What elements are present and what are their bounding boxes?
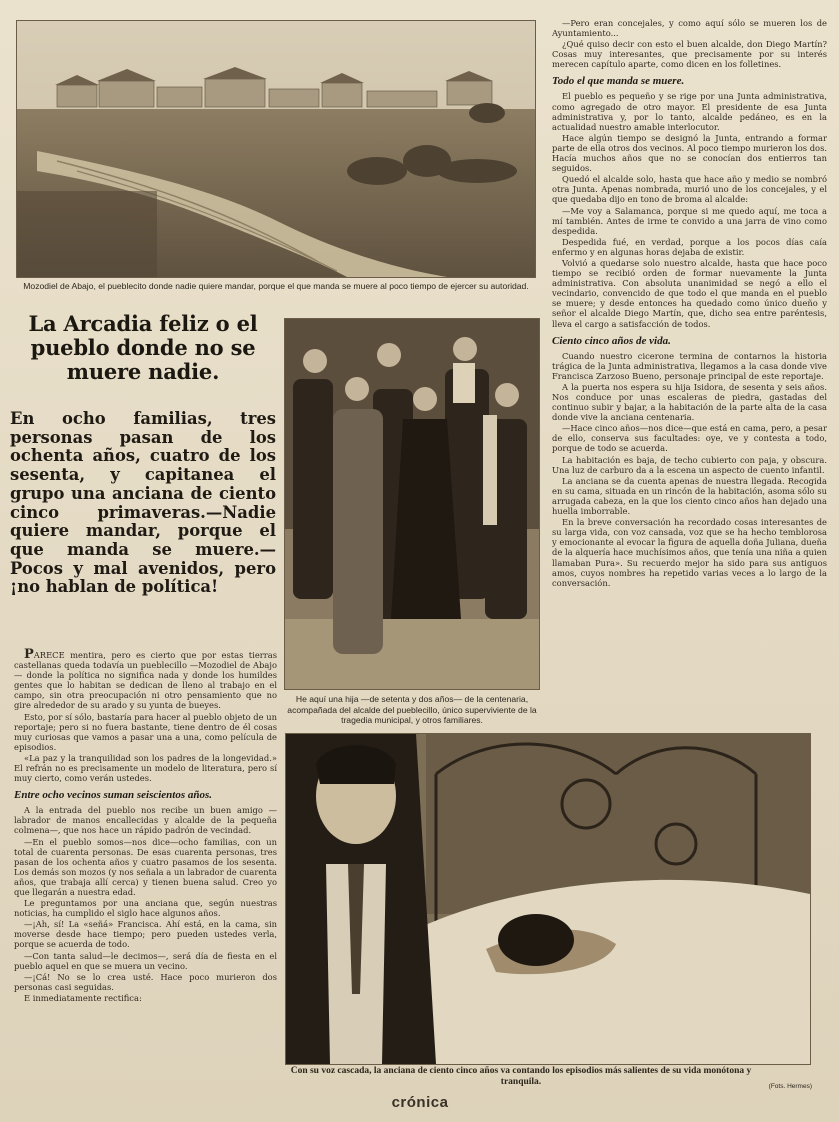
village-landscape-photo: [16, 20, 536, 278]
right-paragraph-1: —Pero eran concejales, y como aquí sólo se mueren los de Ayuntamiento...: [552, 18, 827, 39]
right-paragraph-5: Quedó el alcalde solo, hasta que hace año y medio se nombró otra Junta. Apenas nombrada, murió uno de los concejales, y el que quedaba dijo en tono de broma al alcalde:: [552, 174, 827, 205]
right-paragraph-4: Hace algún tiempo se designó la Junta, entrando a formar parte de ella otros dos vecinos. Al poco tiempo murieron los dos. Hacía muchos años que no se conocían dos entierros tan seguidos.: [552, 132, 827, 174]
centenarian-bed-photo: [285, 733, 811, 1065]
left-paragraph-3: «La paz y la tranquilidad son los padres de la longevidad.» El refrán no es precisamente un modelo de literatura, pero sí muy cierto, como verán ustedes.: [14, 752, 277, 784]
right-paragraph-11: —Hace cinco años—nos dice—que está en cama, pero, a pesar de ello, conserva sus facultades: oye, ve y contesta a todo, porque de todo se acuerda.: [552, 423, 827, 454]
left-paragraph-10: E inmediatamente rectifica:: [24, 992, 142, 1003]
photo-credit: (Fots. Hermes): [768, 1083, 812, 1090]
left-paragraph-5: —En el pueblo somos—nos dice—ocho familias, con un total de cuarenta personas. De esas cuarenta personas, tres pasan de los ochenta años y cuatro pasamos de los sesenta. Los demás son mozos (y nos señala a un labrador de cuarenta años, que trabaja allí cerca) y tienen buena salud. Creo yo que llegarán a nuestra edad.: [14, 836, 277, 897]
right-paragraph-9: Cuando nuestro cicerone termina de contarnos la historia trágica de la Junta administrativa, llegamos a la casa donde vive Francisca Zarzoso Bueno, personaje principal de este reportaje.: [552, 350, 827, 381]
left-column-text: [14, 647, 277, 1004]
family-group-photo: [284, 318, 540, 690]
right-paragraph-7: Despedida fué, en verdad, porque a los pocos días caía enfermo y en algunas horas dejaba de existir.: [552, 236, 827, 257]
right-paragraph-6: —Me voy a Salamanca, porque si me quedo aquí, me toca a mí también. Antes de irme te convido a una jarra de vino como despedida.: [552, 205, 827, 236]
drop-cap: P: [24, 647, 34, 662]
group-illustration: [285, 319, 539, 689]
right-paragraph-3: El pueblo es pequeño y se rige por una Junta administrativa, como agregado de otro mayor. El presidente de esa Junta administrativa y, por lo tanto, alcalde pedáneo, es en la actualidad nuestro amable interlocutor.: [552, 91, 827, 132]
left-paragraph-9: —¡Cá! No se lo crea usté. Hace poco murieron dos personas casi seguidas.: [14, 971, 277, 992]
bed-illustration: [286, 734, 810, 1064]
left-paragraph-2: Esto, por sí sólo, bastaría para hacer al pueblo objeto de un reportaje; pero si no fuera bastante, tiene dentro de él cosas muy curiosas que vamos a pasar una a una, como película de episodios.: [14, 711, 277, 752]
left-paragraph-4: A la entrada del pueblo nos recibe un buen amigo —labrador de manos encallecidas y alcalde de la pequeña colmena—, que nos hace un rápido padrón de vecindad.: [14, 805, 277, 836]
left-paragraph-8: —Con tanta salud—le decimos—, será día de fiesta en el pueblo aquel en que se muera un vecino.: [14, 950, 277, 971]
right-paragraph-2: ¿Qué quiso decir con esto el buen alcalde, don Diego Martín? Cosas muy interesantes, que precisamente por su interés merecen capítulo aparte, como dicen en los folletines.: [552, 39, 827, 70]
magazine-footer-logo: crónica: [391, 1094, 449, 1111]
landscape-illustration: [17, 21, 535, 277]
right-paragraph-8: Volvió a quedarse solo nuestro alcalde, hasta que hace poco tiempo se recibió orden de formar nuevamente la Junta administrativa. Con absoluta unanimidad se negó a ello el vecindario, convencido de que todo el que manda en el pueblo se muere; y desde entonces ha quedado como único dueño y señor el alcalde Diego Martín, que, dicho sea entre paréntesis, lleva el cargo a satisfacción de todos.: [552, 257, 827, 329]
left-paragraph-7: —¡Ah, sí! La «señá» Francisca. Ahí está, en la cama, sin moverse desde hace tiempo; pero pueden ustedes verla, porque se acuerda de todo.: [14, 919, 277, 950]
article-deck: En ocho familias, tres personas pasan de los ochenta años, cuatro de los sesenta, y capitanea el grupo una anciana de ciento cinco primaveras.—Nadie quiere mandar, porque el que manda se muere.—Pocos y mal avenidos, pero ¡no hablan de política!: [10, 409, 276, 597]
right-paragraph-12: La habitación es baja, de techo cubierto con paja, y obscura. Una luz de carburo da a la escena un aspecto de cuento infantil.: [552, 454, 827, 475]
right-paragraph-14: En la breve conversación ha recordado cosas interesantes de su larga vida, con voz cansada, voz que se ha hecho temblorosa y emocionante al evocar la figura de aquella doña Juliana, dueña de la alquería hace muchísimos años, que tenía una niña a quien llamaban Pura». Su recuerdo mejor ha sido para sus antiguos amos, cuyos nombres ha repetido varias veces a lo largo de la conversación.: [552, 517, 827, 588]
left-paragraph-6: Le preguntamos por una anciana que, según nuestras noticias, ha cumplido el siglo hace algunos años.: [14, 898, 277, 919]
subheading-todo-el-que-manda: Todo el que manda se muere.: [552, 75, 685, 88]
group-photo-caption: He aquí una hija —de setenta y dos años— de la centenaria, acompañada del alcalde del pueblecillo, único superviviente de la tragedia municipal, y otros familiares.: [287, 694, 537, 725]
landscape-caption: Mozodiel de Abajo, el pueblecito donde nadie quiere mandar, porque el que manda se muere al poco tiempo de ejercer su autoridad.: [23, 281, 529, 291]
right-column-text: [552, 18, 827, 589]
subheading-ciento-cinco-anos: Ciento cinco años de vida.: [552, 334, 671, 347]
article-headline: La Arcadia feliz o el pueblo donde no se muere nadie.: [28, 311, 258, 384]
bed-photo-caption: Con su voz cascada, la anciana de ciento cinco años va contando los episodios más salientes de su vida monótona y tranquila.: [290, 1066, 752, 1087]
right-paragraph-10: A la puerta nos espera su hija Isidora, de sesenta y seis años. Nos conduce por unas escaleras de piedra, gastadas del continuo subir y bajar, a la habitación de la parte alta de la casa donde vive la anciana centenaria.: [552, 381, 827, 423]
left-paragraph-1: ARECE mentira, pero es cierto que por estas tierras castellanas queda todavía un pueblecillo —Mozodiel de Abajo— donde la política no significa nada y donde los humildes gentes que lo habitan se dedican de lleno al trabajo en el campo, sin otra preocupación ni otro pensamiento que no gire alrededor de su arado y su yunta de bueyes.: [14, 650, 277, 711]
right-paragraph-13: La anciana se da cuenta apenas de nuestra llegada. Recogida en su cama, situada en un rincón de la habitación, asoma sólo su arrugada cabeza, en la que los ciento cinco años han dejado una huella imborrable.: [552, 475, 827, 517]
subheading-ocho-vecinos: Entre ocho vecinos suman seiscientos años.: [14, 789, 213, 802]
